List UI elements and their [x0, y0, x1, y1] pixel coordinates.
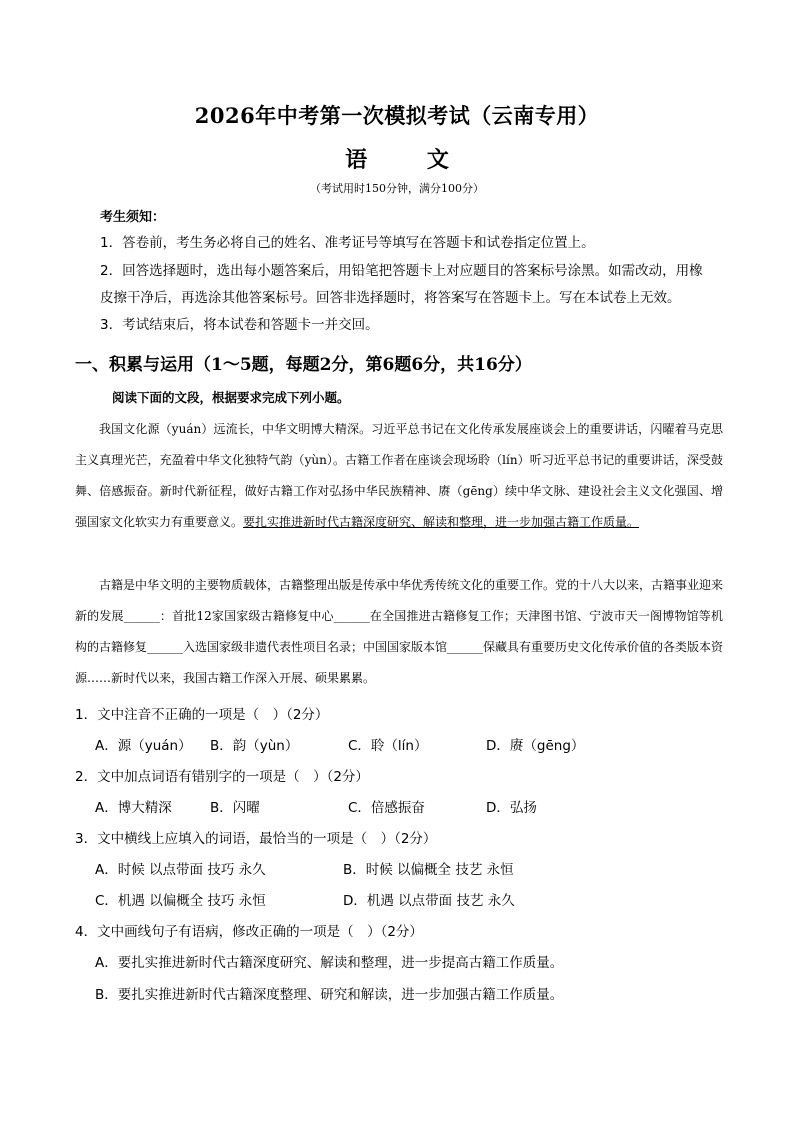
reading-passage-1 — [75, 414, 723, 538]
notice-item-1: 1．答卷前，考生务必将自己的姓名、准考证号等填写在答题卡和试卷指定位置上。 — [100, 235, 595, 251]
question-4-option-a: A．要扎实推进新时代古籍深度研究、解读和整理，进一步提高古籍工作质量。 — [95, 955, 564, 971]
question-3-option-b: B．时候 以偏概全 技艺 永恒 — [343, 862, 514, 878]
question-1-stem: 1．文中注音不正确的一项是（ ）（2分） — [75, 707, 329, 723]
question-2-option-c: C．倍感振奋 — [348, 800, 425, 816]
question-3-option-a: A．时候 以点带面 技巧 永久 — [95, 862, 266, 878]
exam-info: （考试用时150分钟，满分100分） — [310, 182, 484, 195]
question-2-option-b: B．闪曜 — [210, 800, 260, 816]
question-1-option-a: A．源（yuán） — [95, 738, 192, 754]
reading-passage-2 — [75, 570, 723, 694]
question-4-stem: 4．文中画线句子有语病，修改正确的一项是（ ）（2分） — [75, 924, 423, 940]
passage-2-text: 古籍是中华文明的主要物质载体，古籍整理出版是传承中华优秀传统文化的重要工作。党的十八大以来，古籍事业迎来新的发展______：首批12家国家级古籍修复中心______在全国推进古籍修复工作；天津图书馆、宁波市天一阁博物馆等机构的古籍修复______入选国家级非遗代表性项目名录；中国国家版本馆______保藏具有重要历史文化传承价值的各类版本资源……新时代以来，我国古籍工作深入开展、硕果累累。 — [75, 578, 724, 685]
notice-title: 考生须知： — [100, 210, 166, 225]
question-1-option-d: D．赓（gēng） — [486, 738, 585, 754]
notice-item-2-continued: 皮擦干净后，再选涂其他答案标号。回答非选择题时，将答案写在答题卡上。写在本试卷上无效。 — [100, 290, 681, 306]
question-3-option-d: D．机遇 以点带面 技艺 永久 — [343, 893, 515, 909]
notice-item-3: 3．考试结束后，将本试卷和答题卡一并交回。 — [100, 317, 379, 333]
exam-title: 2026年中考第一次模拟考试（云南专用） — [194, 103, 600, 128]
question-3-option-c: C．机遇 以偏概全 技巧 永恒 — [95, 893, 266, 909]
passage-1-text: 我国文化源（yuán）远流长，中华文明博大精深。习近平总书记在文化传承发展座谈会上的重要讲话，闪曜着马克思主义真理光芒，充盈着中华文化独特气韵（yùn）。古籍工作者在座谈会现场聆（lín）听习近平总书记的重要讲话，深受鼓舞、倍感振奋。新时代新征程，做好古籍工作对弘扬中华民族精神、赓（gēng）续中华文脉、建设社会主义文化强国、增强国家文化软实力有重要意义。 — [75, 422, 723, 529]
underlined-sentence: 要扎实推进新时代古籍深度研究、解读和整理，进一步加强古籍工作质量。 — [243, 515, 640, 529]
question-3-stem: 3．文中横线上应填入的词语，最恰当的一项是（ ）（2分） — [75, 831, 437, 847]
question-1-option-c: C．聆（lín） — [348, 738, 428, 754]
question-2-option-a: A．博大精深 — [95, 800, 172, 816]
reading-instruction: 阅读下面的文段，根据要求完成下列小题。 — [112, 390, 350, 405]
notice-item-2: 2．回答选择题时，选出每小题答案后，用铅笔把答题卡上对应题目的答案标号涂黑。如需改动，用橡 — [100, 263, 703, 279]
question-1-option-b: B．韵（yùn） — [210, 738, 299, 754]
question-4-option-b: B．要扎实推进新时代古籍深度整理、研究和解读，进一步加强古籍工作质量。 — [95, 987, 564, 1003]
subject-title: 语 文 — [345, 147, 475, 173]
question-2-option-d: D．弘扬 — [486, 800, 537, 816]
question-2-stem: 2．文中加点词语有错别字的一项是（ ）（2分） — [75, 769, 369, 785]
section-heading: 一、积累与运用（1～5题，每题2分，第6题6分，共16分） — [75, 355, 532, 375]
